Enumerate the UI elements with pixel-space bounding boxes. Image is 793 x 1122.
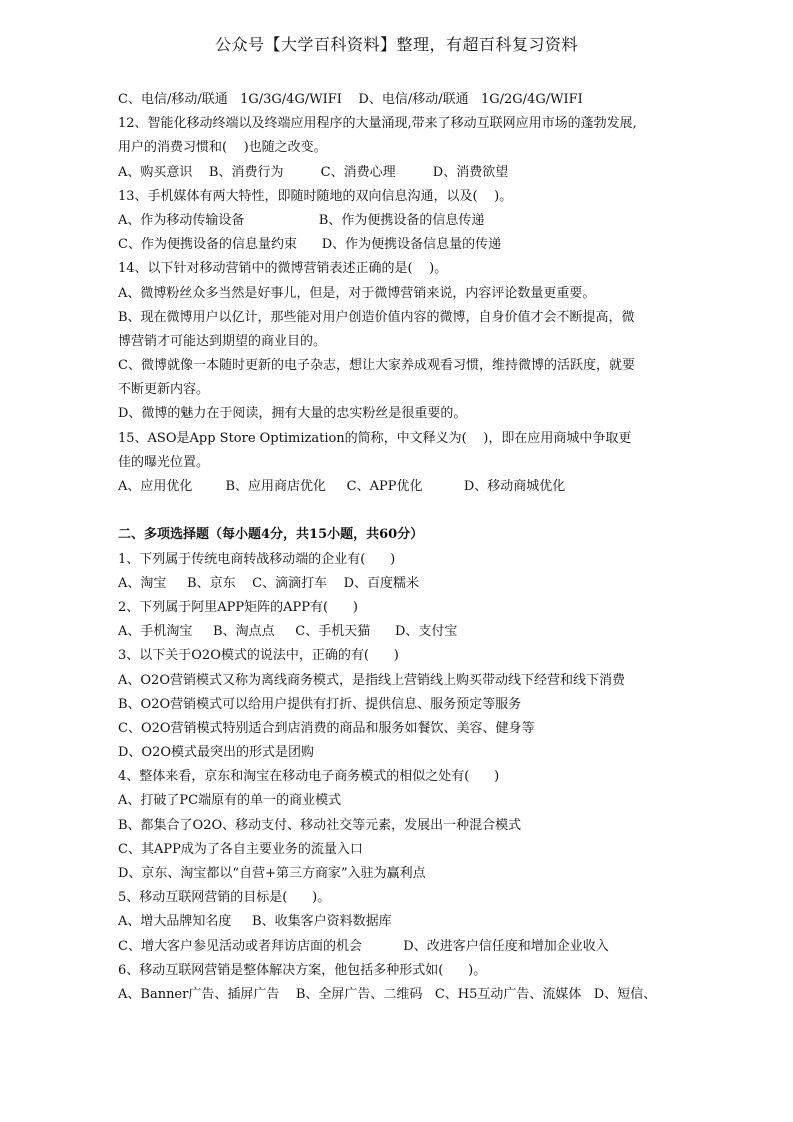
text-line: A、购买意识 B、消费行为 C、消费心理 D、消费欲望 [118, 164, 509, 180]
text-line: 佳的曝光位置。 [118, 454, 210, 470]
text-line: C、作为便携设备的信息量约束 D、作为便携设备信息量的传递 [118, 237, 502, 253]
page-header: 公众号【大学百科资料】整理，有超百科复习资料 [214, 35, 578, 54]
document-body [118, 88, 680, 1007]
text-line: 2、下列属于阿里APP矩阵的APP有( ) [118, 599, 358, 615]
text-line: C、其APP成为了各自主要业务的流量入口 [118, 841, 363, 857]
text-line: 15、ASO是App Store Optimization的简称，中文释义为( )，即在应用商城中争取更 [118, 430, 632, 446]
text-line: A、增大品牌知名度 B、收集客户资料数据库 [118, 914, 392, 930]
text-line: 博营销才可能达到期望的商业目的。 [118, 333, 327, 349]
text-line: 用户的消费习惯和( )也随之改变。 [118, 140, 327, 156]
text-line: A、作为移动传输设备 B、作为便携设备的信息传递 [118, 212, 485, 228]
text-line: D、京东、淘宝都以“自营+第三方商家”入驻为赢利点 [118, 866, 426, 881]
text-line: 不断更新内容。 [118, 382, 210, 398]
text-line: B、O2O营销模式可以给用户提供有打折、提供信息、服务预定等服务 [118, 696, 522, 712]
section-title: 二、多项选择题（每小题4分，共15小题，共60分） [118, 527, 424, 543]
text-line: 6、移动互联网营销是整体解决方案，他包括多种形式如( )。 [118, 962, 487, 978]
text-line: A、微博粉丝众多当然是好事儿，但是，对于微博营销来说，内容评论数量更重要。 [118, 285, 596, 301]
text-line: C、微博就像一本随时更新的电子杂志，想让大家养成观看习惯，维持微博的活跃度，就要 [118, 358, 635, 374]
text-line: A、应用优化 B、应用商店优化 C、APP优化 D、移动商城优化 [118, 479, 566, 494]
text-line: C、O2O营销模式特别适合到店消费的商品和服务如餐饮、美容、健身等 [118, 720, 535, 736]
text-line: C、增大客户参见活动或者拜访店面的机会 D、改进客户信任度和增加企业收入 [118, 938, 609, 954]
text-line: 13、手机媒体有两大特性，即随时随地的双向信息沟通，以及( )。 [118, 188, 513, 204]
text-line: 4、整体来看，京东和淘宝在移动电子商务模式的相似之处有( ) [118, 769, 500, 785]
blank-line [118, 499, 680, 523]
text-line: B、都集合了O2O、移动支付、移动社交等元素，发展出一种混合模式 [118, 817, 522, 833]
text-line: A、Banner广告、插屏广告 B、全屏广告、二维码 C、H5互动广告、流媒体 D、短信、 [118, 986, 657, 1002]
text-line: 1、下列属于传统电商转战移动端的企业有( ) [118, 551, 396, 567]
text-line: B、现在微博用户以亿计，那些能对用户创造价值内容的微博，自身价值才会不断提高，微 [118, 309, 635, 325]
text-line: C、电信/移动/联通 1G/3G/4G/WIFI D、电信/移动/联通 1G/2G/4G/WIFI [118, 92, 583, 107]
text-line: A、手机淘宝 B、淘点点 C、手机天猫 D、支付宝 [118, 624, 458, 640]
text-line: A、淘宝 B、京东 C、滴滴打车 D、百度糯米 [118, 575, 420, 591]
text-line: 14、以下针对移动营销中的微博营销表述正确的是( )。 [118, 261, 448, 277]
text-line: D、微博的魅力在于阅读，拥有大量的忠实粉丝是很重要的。 [118, 406, 467, 422]
text-line: A、O2O营销模式又称为离线商务模式，是指线上营销线上购买带动线下经营和线下消费 [118, 672, 625, 688]
text-line: 5、移动互联网营销的目标是( )。 [118, 890, 331, 906]
text-line: 3、以下关于O2O模式的说法中，正确的有( ) [118, 648, 399, 664]
text-line: A、打破了PC端原有的单一的商业模式 [118, 793, 342, 809]
text-line: 12、智能化移动终端以及终端应用程序的大量涌现,带来了移动互联网应用市场的蓬勃发展, [118, 116, 637, 132]
text-line: D、O2O模式最突出的形式是团购 [118, 745, 315, 761]
